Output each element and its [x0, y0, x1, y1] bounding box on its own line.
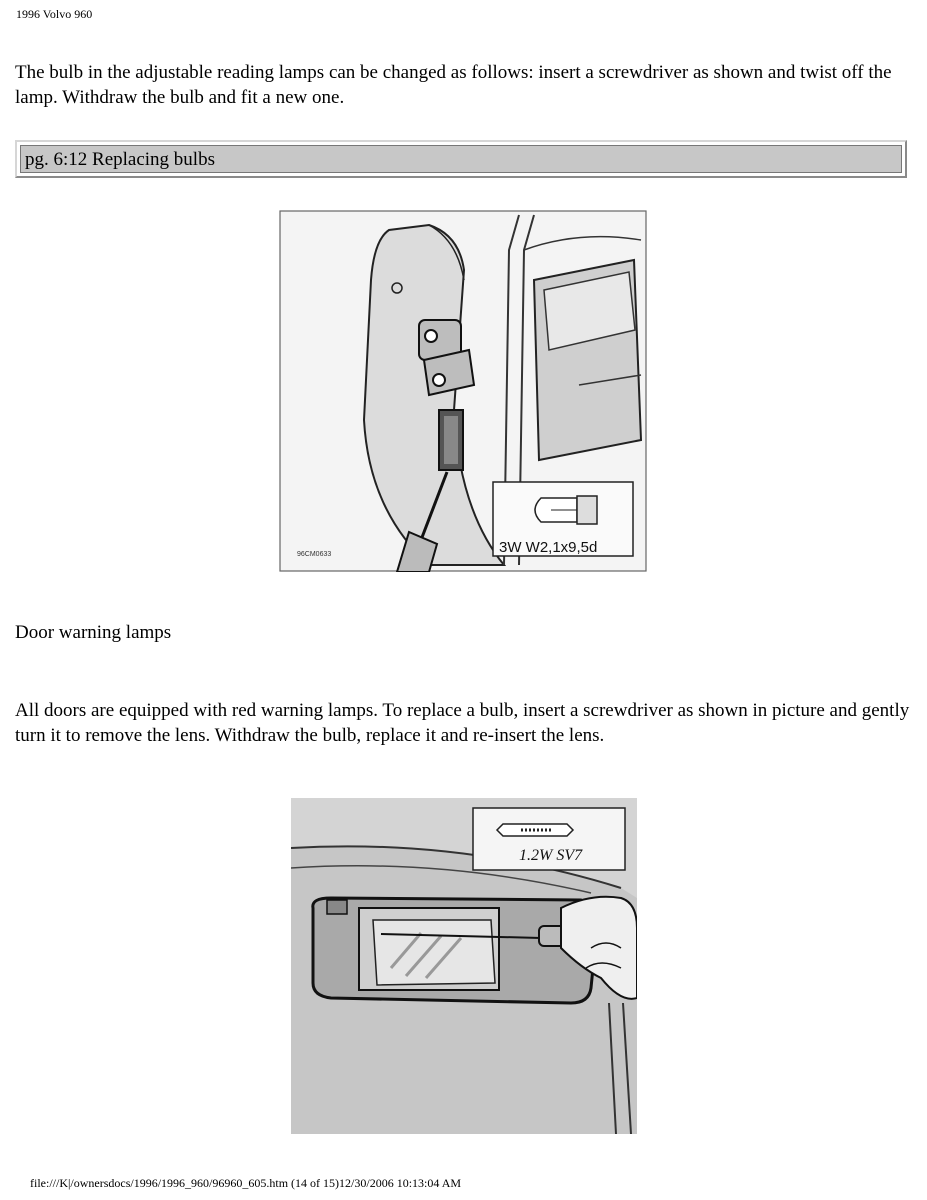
- reading-lamp-illustration: [279, 210, 647, 572]
- bulb-spec-label: 1.2W SV7: [519, 847, 583, 864]
- footer-file-path: file:///K|/ownersdocs/1996/1996_960/96960_605.htm (14 of 15)12/30/2006 10:13:04 AM: [30, 1176, 462, 1190]
- figure-code-label: 96CM0633: [297, 551, 332, 558]
- section-banner-title: pg. 6:12 Replacing bulbs: [20, 145, 902, 173]
- door-warning-paragraph: All doors are equipped with red warning lamps. To replace a bulb, insert a screwdriver as shown in picture and gently turn it to remove the lens. Withdraw the bulb, replace it and re-insert the lens.: [15, 700, 910, 746]
- section-caption: Door warning lamps: [15, 622, 172, 643]
- bulb-spec-label: 3W W2,1x9,5d: [499, 539, 598, 556]
- door-lamp-illustration: [291, 798, 637, 1134]
- page-header: 1996 Volvo 960: [16, 7, 93, 21]
- reading-lamp-drawing: [279, 210, 647, 572]
- door-lamp-drawing: [291, 798, 637, 1134]
- intro-paragraph: The bulb in the adjustable reading lamps can be changed as follows: insert a screwdriver as shown and twist off the lamp. Withdraw the bulb and fit a new one.: [15, 62, 892, 108]
- section-banner: [15, 140, 907, 178]
